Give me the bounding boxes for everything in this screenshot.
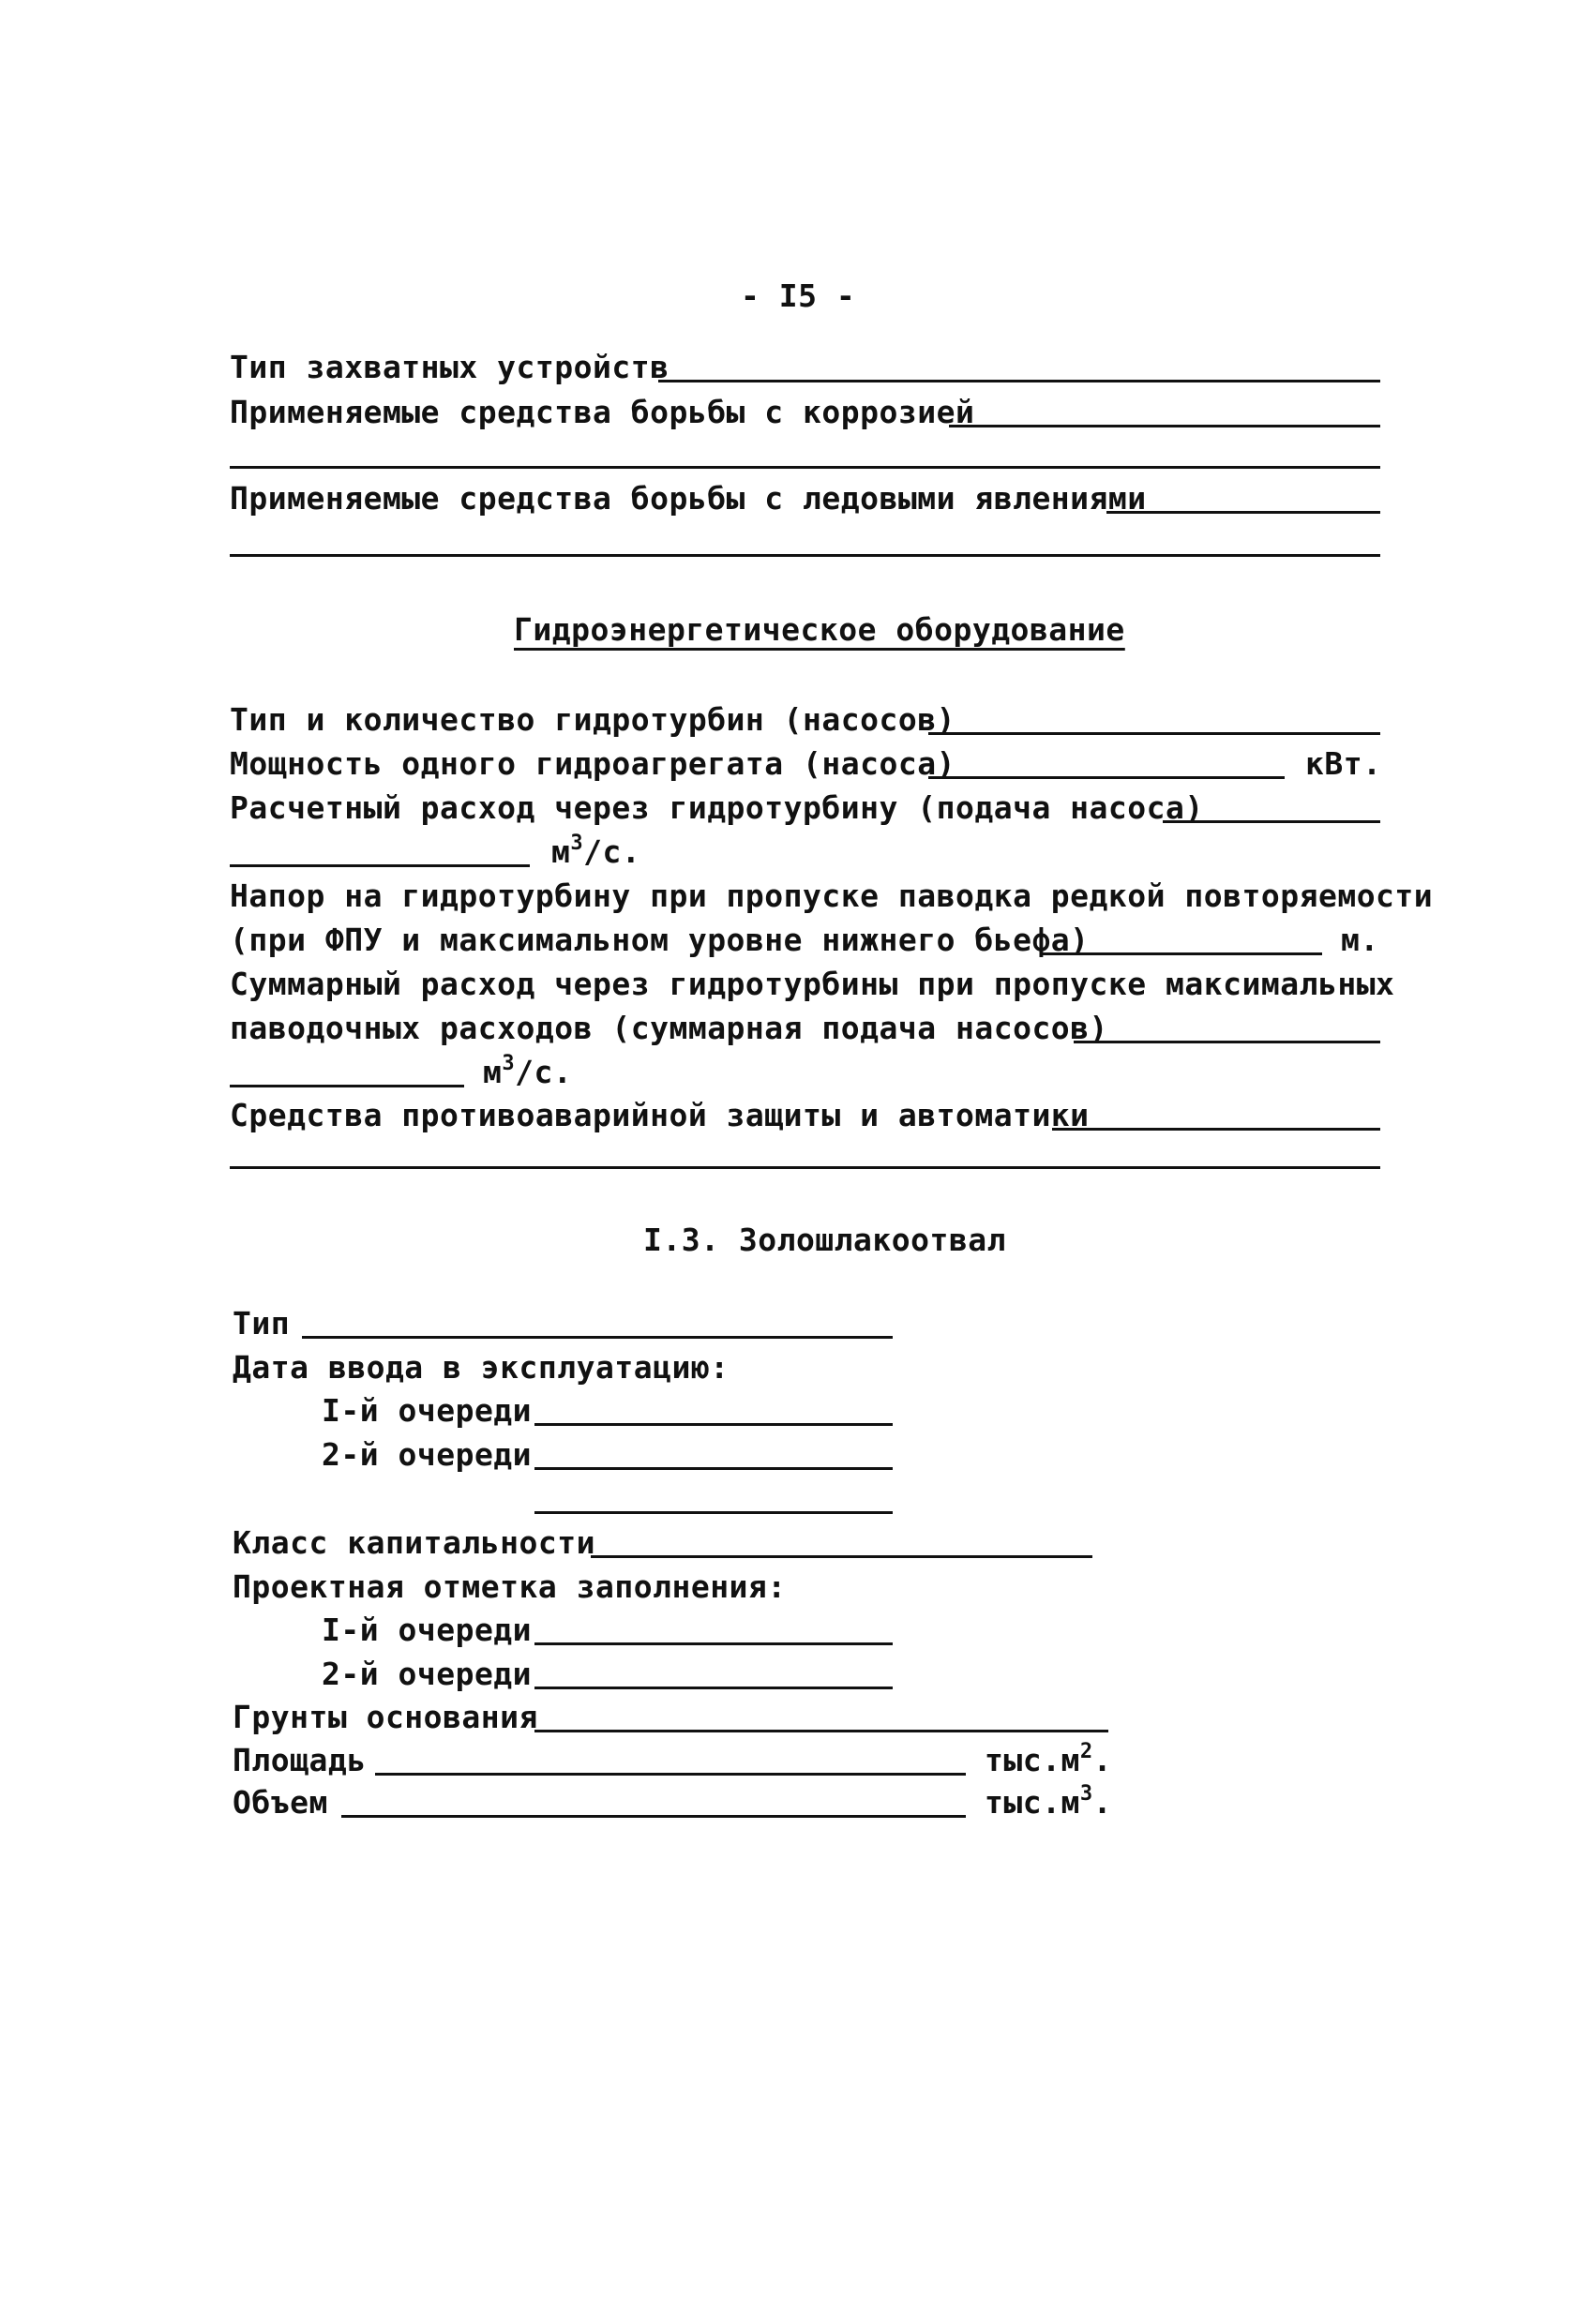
- head-field[interactable]: [1041, 952, 1322, 955]
- total-flow-line1: Суммарный расход через гидротурбины при пропуске максимальных: [230, 966, 1395, 1002]
- total-flow-unit: $м^3/с$.: [483, 1052, 573, 1090]
- area-label: Площадь: [233, 1742, 367, 1778]
- volume-field[interactable]: [341, 1815, 966, 1818]
- stage2-field[interactable]: [534, 1467, 893, 1470]
- gripping-devices-label: Тип захватных устройств: [230, 349, 670, 385]
- head-label-line2: (при ФПУ и максимальном уровне нижнего бьефа): [230, 922, 1090, 958]
- design-flow-unit: $м^3/с$.: [551, 832, 641, 870]
- capital-class-label: Класс капитальности: [233, 1524, 595, 1561]
- stage-extra-field[interactable]: [534, 1511, 893, 1514]
- protection-field[interactable]: [1052, 1128, 1380, 1131]
- fill-stage2-label: 2-й очереди: [322, 1656, 533, 1692]
- ice-label: Применяемые средства борьбы с ледовыми явлениями: [230, 480, 1147, 517]
- corrosion-label: Применяемые средства борьбы с коррозией: [230, 394, 975, 430]
- page-number: - I5 -: [741, 277, 856, 314]
- protection-label: Средства противоаварийной защиты и автоматики: [230, 1097, 1090, 1133]
- protection-field-extra[interactable]: [230, 1166, 1380, 1169]
- foundation-soils-label: Грунты основания: [233, 1699, 538, 1735]
- head-label-line1: Напор на гидротурбину при пропуске паводка редкой повторяемости: [230, 877, 1434, 914]
- total-flow-field-cont[interactable]: [230, 1085, 464, 1087]
- stage2-label: 2-й очереди: [322, 1436, 533, 1473]
- ice-field[interactable]: [1106, 511, 1380, 514]
- unit-power-field[interactable]: [928, 776, 1285, 779]
- total-flow-line2: паводочных расходов (суммарная подача насосов): [230, 1010, 1108, 1046]
- design-flow-label: Расчетный расход через гидротурбину (подача насоса): [230, 789, 1204, 826]
- turbine-type-label: Тип и количество гидротурбин (насосов): [230, 701, 955, 738]
- type-field[interactable]: [302, 1336, 893, 1339]
- stage1-label: I-й очереди: [322, 1392, 533, 1429]
- gripping-devices-field[interactable]: [658, 380, 1380, 382]
- corrosion-field-extra[interactable]: [230, 466, 1380, 469]
- head-unit: м.: [1341, 922, 1379, 958]
- total-flow-field[interactable]: [1074, 1041, 1380, 1043]
- volume-label: Объем: [233, 1784, 328, 1821]
- area-unit: $тыс.м^2$.: [985, 1740, 1112, 1778]
- type-label: Тип: [233, 1305, 291, 1342]
- fill-mark-label: Проектная отметка заполнения:: [233, 1568, 787, 1605]
- corrosion-field[interactable]: [949, 425, 1380, 427]
- ash-dump-heading: I.3. Золошлакоотвал: [643, 1222, 1006, 1258]
- capital-class-field[interactable]: [591, 1555, 1092, 1558]
- stage1-field[interactable]: [534, 1423, 893, 1426]
- fill-stage1-label: I-й очереди: [322, 1612, 533, 1648]
- fill-stage1-field[interactable]: [534, 1642, 893, 1645]
- unit-power-label: Мощность одного гидроагрегата (насоса): [230, 745, 955, 782]
- ice-field-extra[interactable]: [230, 554, 1380, 557]
- fill-stage2-field[interactable]: [534, 1687, 893, 1689]
- design-flow-field-cont[interactable]: [230, 864, 530, 867]
- commission-date-label: Дата ввода в эксплуатацию:: [233, 1349, 730, 1386]
- turbine-type-field[interactable]: [928, 732, 1380, 735]
- foundation-soils-field[interactable]: [534, 1730, 1108, 1732]
- volume-unit: $тыс.м^3$.: [985, 1782, 1112, 1821]
- design-flow-field[interactable]: [1163, 820, 1380, 823]
- area-field[interactable]: [375, 1773, 966, 1776]
- hydropower-heading: Гидроэнергетическое оборудование: [514, 611, 1125, 648]
- unit-power-unit: кВт.: [1305, 745, 1382, 782]
